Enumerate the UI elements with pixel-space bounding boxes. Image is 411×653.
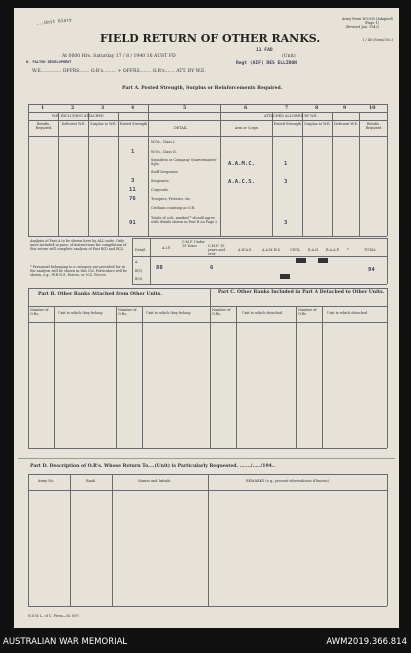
row-detail-totals: Totals of cols. marked * should agree with details shown in Part B on Page 2 — [151, 216, 218, 224]
row-detail: Squadron or Company Quartermaster Sgts. — [151, 158, 217, 166]
part-b-header-unit-2: Unit to which they belong — [146, 311, 191, 315]
header-arm: Arm or Corps — [234, 126, 259, 130]
analysis-header-cmf-over: C.M.F. 19 years and over — [208, 244, 225, 256]
analysis-header-aamws: A.A.M.W.S. — [262, 248, 281, 252]
analysis-row-a: A — [135, 260, 138, 264]
row-posted-value: 76 — [129, 196, 136, 202]
header-att-reinfts: Reinfts. Required — [365, 122, 382, 130]
col-num-3: 3 — [101, 106, 105, 111]
analysis-header-aif: A.I.F. — [162, 246, 171, 250]
caption-right: AWM2019.366.814 — [326, 637, 407, 647]
analysis-row-b2: B(2) — [135, 277, 143, 281]
totals-posted-value: 91 — [129, 220, 136, 226]
row-detail: Sergeants. — [151, 179, 170, 183]
row-arm-value: A.A.M.C. — [228, 161, 255, 167]
part-c-header-number-2: Number of O.Rs. — [298, 308, 317, 316]
analysis-total-value: 94 — [368, 267, 375, 273]
part-d-header-army-no: Army No. — [38, 479, 55, 483]
part-b-header-number: Number of O.Rs. — [30, 308, 49, 316]
row-att-posted-value: 1 — [284, 161, 288, 167]
part-c-title: Part C. Other Ranks Included in Part A Detached to Other Units. — [217, 290, 385, 295]
group-header-left: W.E. EXCLUDING ATTACHED — [52, 114, 104, 118]
form-title: FIELD RETURN OF OTHER RANKS. — [100, 32, 321, 45]
header-att-posted: Posted Strength — [273, 122, 302, 126]
analysis-aif-value: 88 — [156, 265, 163, 271]
analysis-header-ran: R.A.N. — [308, 248, 319, 252]
row-detail: Staff Sergeants. — [151, 170, 179, 174]
form-page — [14, 8, 399, 628]
part-b-header-unit: Unit to which they belong — [58, 311, 103, 315]
redaction-mark — [296, 258, 306, 263]
header-posted: Posted Strength — [119, 122, 148, 126]
header-att-deficient: Deficient W.E. — [333, 122, 359, 126]
totals-att-posted-value: 3 — [284, 220, 288, 226]
handwritten-note: ...Unit Diary — [35, 18, 73, 27]
row-att-posted-value: 3 — [284, 179, 288, 185]
printer-imprint: N.S.W. L. of C. Press—St. 897. — [28, 614, 80, 618]
redaction-mark — [318, 258, 328, 263]
analysis-header-detail: Detail — [135, 248, 146, 252]
analysis-header-star: * — [347, 248, 349, 252]
row-detail: Corporals. — [151, 188, 170, 192]
row-posted-value: 11 — [129, 187, 136, 193]
analysis-header-cmf-under: C.M.F. Under 19 Years — [182, 240, 205, 248]
col-num-2: 2 — [71, 106, 75, 111]
part-b-title: Part B. Other Ranks Attached from Other Units. — [38, 292, 162, 297]
col-num-7: 7 — [285, 106, 289, 111]
row-detail: W.Os., Class I. — [151, 140, 176, 144]
group-header-right: ATTACHED ALLOWED BY W.E. — [264, 114, 318, 118]
we-line: W.E.............. OFFRS....... O.R's......... + OFFRS........ O.R's....... ATT. BY W.E. — [32, 69, 206, 74]
row-detail: Civilians counting as O.R. — [151, 206, 196, 210]
header-reinfts: Reinfts. Required — [35, 122, 52, 130]
part-a-title: Part A. Posted Strength, Surplus or Reinforcements Required. — [122, 86, 283, 91]
analysis-row-b1: B(1) — [135, 269, 143, 273]
col-num-10: 10 — [369, 106, 376, 111]
header-surplus: Surplus to W.E. — [90, 122, 117, 126]
header-deficient: Deficient W.E. — [61, 122, 86, 126]
part-d-header-remarks: REMARKS (e.g., present whereabouts if known). — [246, 479, 330, 483]
col-num-5: 5 — [183, 106, 187, 111]
part-b-header-number-2: Number of O.Rs. — [118, 308, 137, 316]
row-detail: Troopers, Privates, etc. — [151, 197, 192, 201]
caption-bar — [0, 632, 411, 653]
analysis-cmf-value: 6 — [210, 265, 214, 271]
part-c-header-number: Number of O.Rs. — [212, 308, 231, 316]
analysis-header-civil: CIVIL — [290, 248, 300, 252]
part-d-title: Part D. Description of O.R's. Whose Return To....(Unit) is Particularly Requested. ......./...../194.. — [30, 464, 276, 469]
analysis-header-awas: A.W.A.S. — [238, 248, 253, 252]
part-d-header-rank: Rank — [86, 479, 95, 483]
col-num-1: 1 — [41, 106, 45, 111]
army-form-number: Army Form W.3009 (Adapted) (Page 1) (Revised Jan. 1942) — [341, 17, 393, 29]
caption-left: AUSTRALIAN WAR MEMORIAL — [3, 637, 128, 647]
unit-label: (Unit) — [282, 54, 296, 59]
header-detail: DETAIL — [174, 126, 188, 130]
header-att-surplus: Surplus to W.E. — [304, 122, 331, 126]
at-hours-line: At 0600 Hrs. Saturday 17 / 8 / 1940 16 AUST FD — [62, 54, 176, 59]
analysis-header-total: TOTAL — [364, 248, 376, 252]
part-c-header-unit-2: Unit to which detached — [327, 311, 368, 315]
row-detail: W.Os., Class II. — [151, 150, 177, 154]
unit-value: Regt (AIF) DES ELLIDON — [236, 61, 297, 66]
handwritten-extra: 11 FAD — [256, 48, 273, 53]
col-num-4: 4 — [131, 106, 135, 111]
redaction-mark — [280, 274, 290, 279]
row-arm-value: A.A.C.S. — [228, 179, 255, 185]
serial-number: 1 / 46 (Serial No.) — [362, 38, 393, 42]
row-posted-value: 1 — [131, 149, 135, 155]
col-num-9: 9 — [343, 106, 347, 111]
part-c-header-unit: Unit to which detached — [242, 311, 283, 315]
col-num-8: 8 — [315, 106, 319, 111]
part-d-header-names: Names and Initials — [138, 479, 171, 483]
col-num-6: 6 — [244, 106, 248, 111]
handwritten-left: N. PALTON DEVELOPMENT — [26, 60, 72, 64]
analysis-header-raaf: R.A.A.F. — [326, 248, 340, 252]
analysis-note-2: * Personnel belonging to a category not provided for in the analysis will be shown in this Col. Particulars will be shown, e.g., W.R.N.S. Forces, or N.Z. Forces. — [30, 265, 128, 277]
analysis-note: Analysis of Part A to be shown here by ALL units. Only units included in para. of instructions for compilation of this return will complete analysis of Part B(I) and B(2). — [30, 239, 127, 251]
row-posted-value: 3 — [131, 178, 135, 184]
